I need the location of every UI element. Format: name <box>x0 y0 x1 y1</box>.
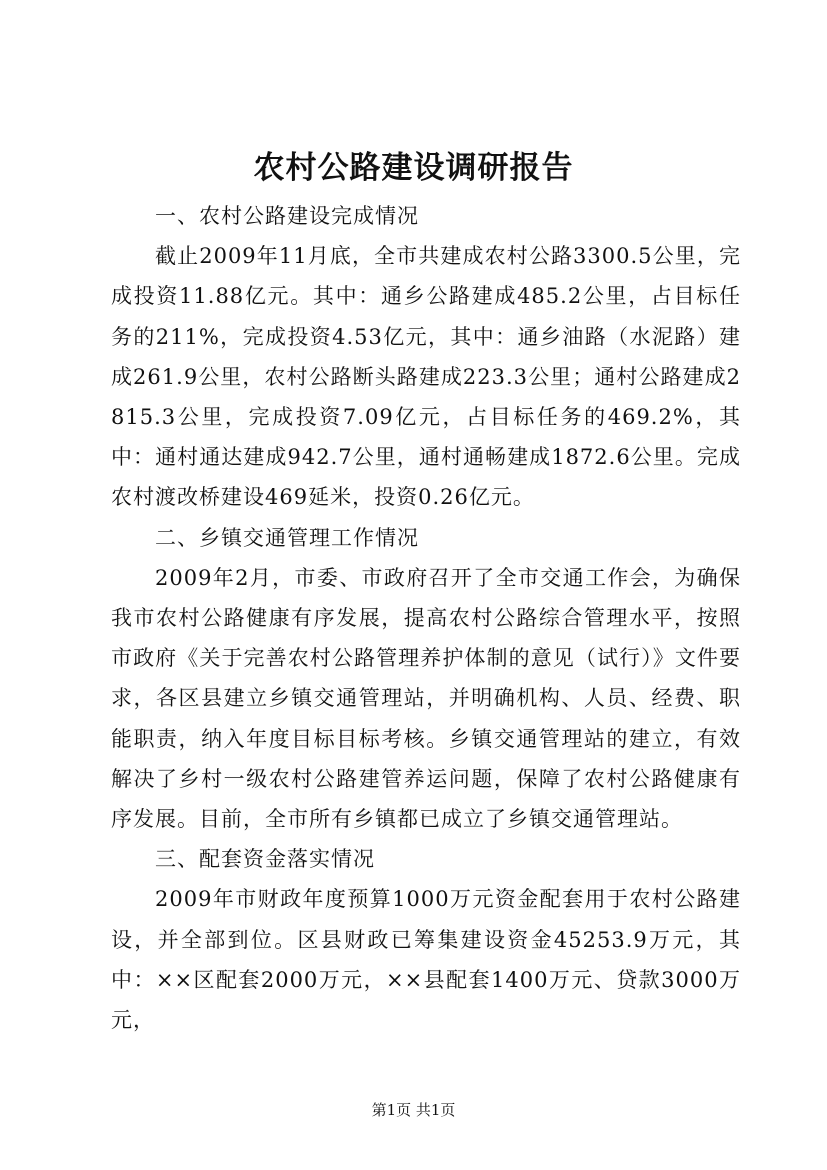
section-heading-3: 三、配套资金落实情况 <box>155 847 375 872</box>
section-paragraph-2: 2009年2月，市委、市政府召开了全市交通工作会，为确保我市农村公路健康有序发展，提高农村公路综合管理水平，按照市政府《关于完善农村公路管理养护体制的意见（试行）》文件要求，各区县建立乡镇交通管理站，并明确机构、人员、经费、职能职责，纳入年度目标目标考核。乡镇交通管理站的建立，有效解决了乡村一级农村公路建管养运问题，保障了农村公路健康有序发展。目前，全市所有乡镇都已成立了乡镇交通管理站。 <box>111 565 741 832</box>
section-paragraph-3: 2009年市财政年度预算1000万元资金配套用于农村公路建设，并全部到位。区县财政已筹集建设资金45253.9万元，其中：××区配套2000万元，××县配套1400万元、贷款3000万元， <box>111 887 741 1033</box>
section-heading-2: 二、乡镇交通管理工作情况 <box>155 525 419 550</box>
page-footer: 第1页 共1页 <box>371 1101 456 1119</box>
document-body <box>111 196 741 1040</box>
document-title: 农村公路建设调研报告 <box>253 150 574 186</box>
section-paragraph-1: 截止2009年11月底，全市共建成农村公路3300.5公里，完成投资11.88亿元。其中：通乡公路建成485.2公里，占目标任务的211%，完成投资4.53亿元，其中：通乡油路（水泥路）建成261.9公里，农村公路断头路建成223.3公里；通村公路建成2815.3公里，完成投资7.09亿元，占目标任务的469.2%，其中：通村通达建成942.7公里，通村通畅建成1872.6公里。完成农村渡改桥建设469延米，投资0.26亿元。 <box>111 244 741 510</box>
section-heading-1: 一、农村公路建设完成情况 <box>155 204 419 228</box>
